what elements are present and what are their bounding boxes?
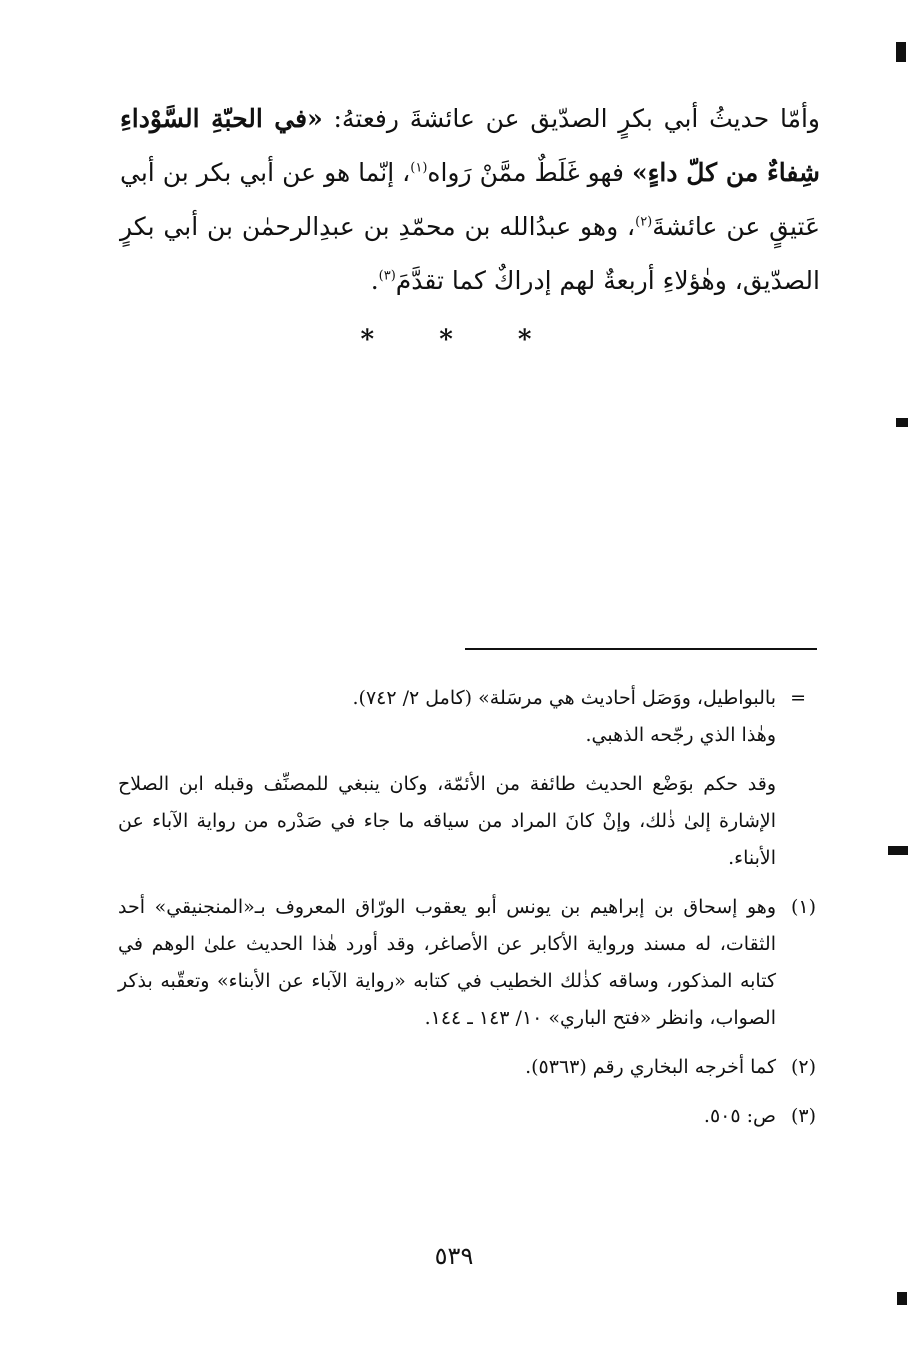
page-number: ٥٣٩ bbox=[434, 1242, 474, 1270]
footnote-number: (١) bbox=[790, 896, 816, 918]
scan-edge-mark bbox=[888, 846, 908, 855]
main-text-segment: الصدّيق، وهٰؤلاءِ أربعةٌ لهم إدراكٌ كما تقدَّمَ bbox=[395, 266, 820, 295]
footnote-continuation bbox=[118, 680, 808, 754]
scan-edge-mark bbox=[896, 418, 908, 427]
footnote-line: بالبواطيل، ووَصَل أحاديث هي مرسَلة» (كامل ٢/ ٧٤٢). bbox=[352, 687, 776, 709]
main-text-segment: ، إنّما هو عن أبي بكر بن أبي bbox=[120, 158, 411, 187]
continuation-mark: = bbox=[790, 687, 806, 709]
main-text-segment: وأمّا حديثُ أبي بكرٍ الصدّيق عن عائشةَ رفعتهُ: bbox=[322, 104, 820, 133]
scan-edge-mark bbox=[897, 1292, 907, 1305]
footnote-separator bbox=[465, 648, 817, 650]
section-divider-asterisks: * * * bbox=[360, 325, 560, 355]
main-text bbox=[120, 92, 820, 308]
footnote-number: (٢) bbox=[790, 1056, 816, 1078]
footnote-text: ص: ٥٠٥. bbox=[703, 1105, 776, 1127]
footnote-ref: (١) bbox=[410, 160, 428, 176]
hadith-quote: «في الحبّةِ السَّوْداءِ bbox=[120, 104, 323, 133]
footnote-number: (٣) bbox=[790, 1105, 816, 1127]
footnote-text: كما أخرجه البخاري رقم (٥٣٦٣). bbox=[525, 1056, 776, 1078]
scan-edge-mark bbox=[896, 42, 906, 62]
footnotes bbox=[118, 680, 816, 1147]
footnote-2 bbox=[118, 1049, 816, 1086]
footnote-text: وهو إسحاق بن إبراهيم بن يونس أبو يعقوب الورّاق المعروف بـ«المنجنيقي» أحد الثقات، له مسند ورواية الأكابر عن الأصاغر، وقد أورد هٰذا الحديث علىٰ الوهم في كتابه المذكور، وساقه كذٰلك الخطيب في كتابه «رواية الآباء عن الأبناء» وتعقّبه بذكر الصواب، وانظر «فتح الباري» ١٠/ ١٤٣ ـ ١٤٤. bbox=[118, 896, 776, 1029]
footnote-paragraph: وقد حكم بوَضْع الحديث طائفة من الأئمّة، وكان ينبغي للمصنِّف وقبله ابن الصلاح الإشارة إلىٰ ذٰلك، وإنْ كانَ المراد من سياقه ما جاء في صَدْره من رواية الآباء عن الأبناء. bbox=[118, 773, 776, 869]
footnote-ref: (٣) bbox=[378, 268, 396, 284]
footnote-1 bbox=[118, 889, 816, 1037]
main-paragraph bbox=[120, 92, 820, 308]
main-text-segment: فهو غَلَطٌ ممَّنْ رَواه bbox=[427, 158, 632, 187]
main-text-segment: ، وهو عبدُالله بن محمّدِ بن عبدِالرحمٰن بن أبي بكرٍ bbox=[120, 212, 636, 241]
hadith-quote: شِفاءٌ من كلّ داءٍ» bbox=[632, 158, 821, 187]
main-text-segment: . bbox=[370, 266, 379, 295]
footnote-3 bbox=[118, 1098, 816, 1135]
main-text-segment: عَتيقٍ عن عائشةَ bbox=[652, 212, 820, 241]
footnote-line: وهٰذا الذي رجّحه الذهبي. bbox=[585, 724, 776, 746]
footnote-ref: (٢) bbox=[635, 214, 653, 230]
